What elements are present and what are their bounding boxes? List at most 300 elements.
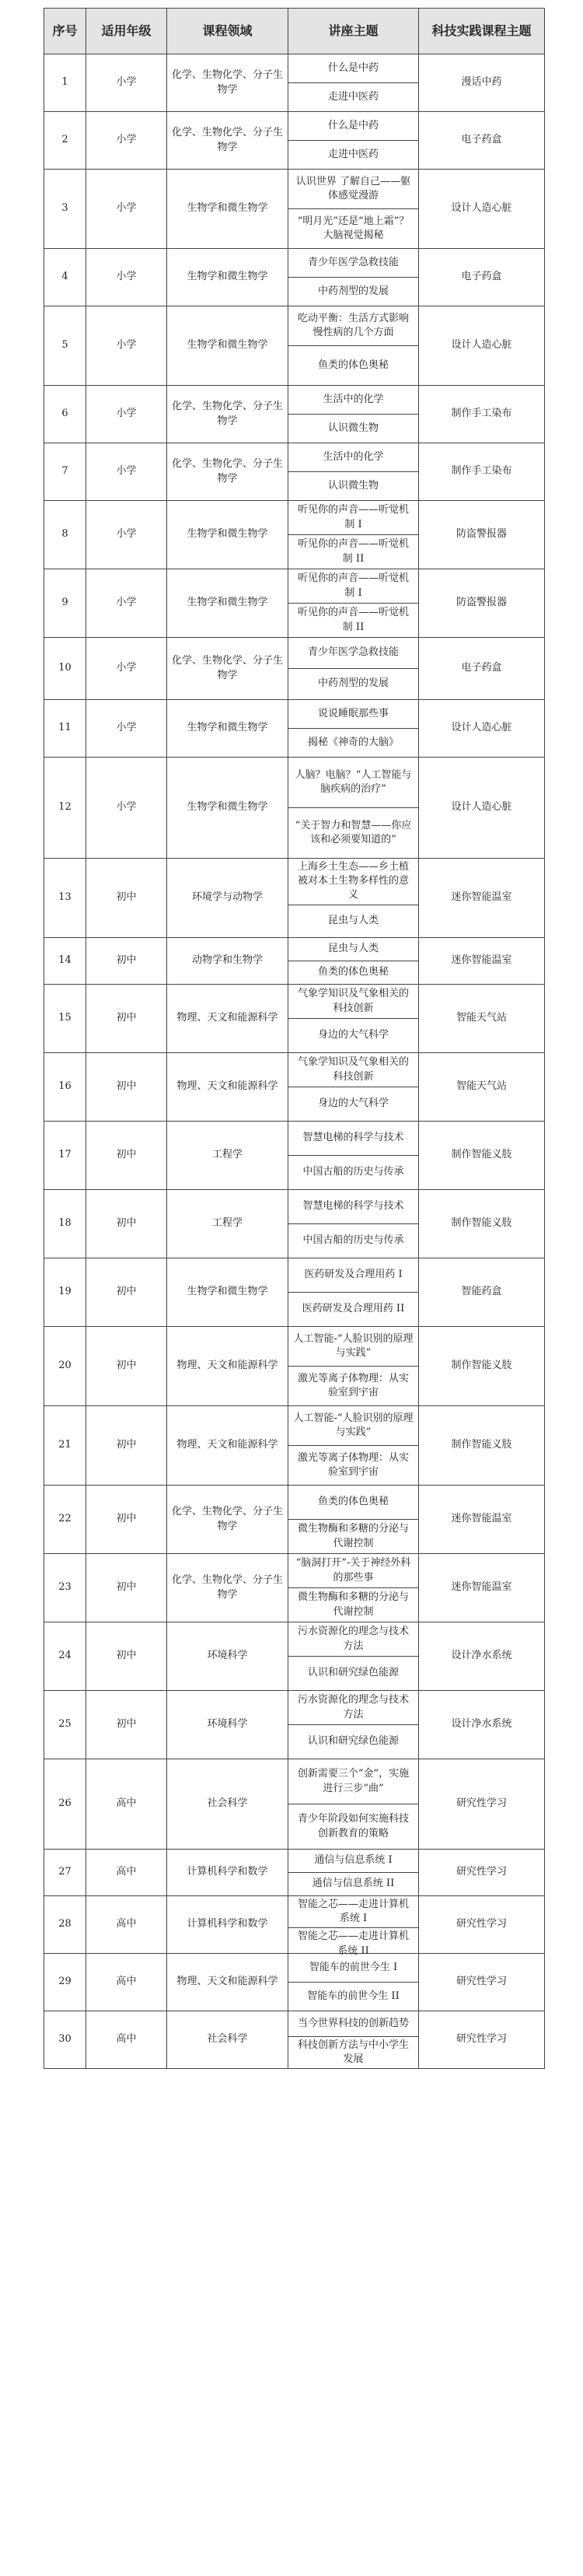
- cell-grade: 小学: [86, 112, 167, 170]
- table-row: [44, 938, 545, 985]
- cell-field: 化学、生物化学、分子生物学: [167, 443, 288, 501]
- cell-topic: 研究性学习: [419, 1850, 545, 1896]
- cell-no: 29: [44, 1954, 86, 2011]
- header-no: 序号: [44, 9, 86, 54]
- cell-lectures: [288, 859, 419, 938]
- table-row: [44, 1554, 545, 1622]
- cell-grade: 初中: [86, 1406, 167, 1486]
- lecture-title: 气象学知识及气象相关的科技创新: [297, 1056, 409, 1083]
- lecture-item: [288, 1954, 418, 1982]
- cell-topic: 制作智能义肢: [419, 1327, 545, 1406]
- table-row: [44, 1759, 545, 1850]
- lecture-item: [288, 249, 418, 277]
- cell-lectures: [288, 249, 419, 306]
- cell-topic: 迷你智能温室: [419, 1486, 545, 1554]
- cell-no: 9: [44, 569, 86, 638]
- cell-grade: 初中: [86, 938, 167, 985]
- cell-grade: 高中: [86, 1954, 167, 2011]
- cell-topic: 设计人造心脏: [419, 700, 545, 758]
- lecture-title: 昆虫与人类: [327, 943, 379, 955]
- cell-grade: 初中: [86, 1486, 167, 1554]
- cell-grade: 初中: [86, 859, 167, 938]
- lecture-item: [288, 1622, 418, 1656]
- cell-lectures: [288, 54, 419, 112]
- cell-grade: 小学: [86, 569, 167, 638]
- lecture-item: [288, 1486, 418, 1519]
- lecture-item: [288, 1724, 418, 1759]
- lecture-item: [288, 1406, 418, 1445]
- cell-lectures: [288, 638, 419, 700]
- cell-grade: 高中: [86, 1896, 167, 1954]
- cell-lectures: [288, 386, 419, 443]
- cell-lectures: [288, 1850, 419, 1896]
- lecture-item: [288, 82, 418, 111]
- cell-no: 4: [44, 249, 86, 306]
- lecture-title: 什么是中药: [327, 119, 379, 131]
- lecture-item: [288, 345, 418, 385]
- cell-topic: 设计人造心脏: [419, 306, 545, 386]
- cell-no: 3: [44, 170, 86, 249]
- lecture-title: 医药研发及合理用药 I: [304, 1269, 403, 1281]
- lecture-title: 污水资源化的理念与技术方法: [297, 1694, 409, 1720]
- lecture-item: [288, 1982, 418, 2011]
- cell-field: 物理、天文和能源科学: [167, 985, 288, 1053]
- lecture-title: 认识和研究绿色能源: [307, 1667, 399, 1679]
- cell-no: 11: [44, 700, 86, 758]
- table-row: [44, 758, 545, 859]
- cell-topic: 智能天气站: [419, 985, 545, 1053]
- cell-grade: 小学: [86, 306, 167, 386]
- lecture-item: [288, 1587, 418, 1622]
- lecture-item: [288, 208, 418, 248]
- cell-grade: 小学: [86, 170, 167, 249]
- cell-grade: 小学: [86, 54, 167, 112]
- lecture-item: [288, 638, 418, 668]
- table-row: [44, 1850, 545, 1896]
- lecture-title: 人工智能-“人脸识别的原理与实践”: [293, 1332, 414, 1359]
- cell-lectures: [288, 1554, 419, 1622]
- cell-no: 16: [44, 1053, 86, 1122]
- cell-no: 20: [44, 1327, 86, 1406]
- cell-field: 生物学和微生物学: [167, 306, 288, 386]
- cell-grade: 初中: [86, 1190, 167, 1258]
- lecture-item: [288, 1053, 418, 1087]
- cell-lectures: [288, 1691, 419, 1759]
- cell-topic: 制作智能义肢: [419, 1122, 545, 1190]
- cell-lectures: [288, 1406, 419, 1486]
- cell-field: 化学、生物化学、分子生物学: [167, 638, 288, 700]
- lecture-title: 智能之芯——走进计算机系统 I: [297, 1899, 409, 1925]
- lecture-item: [288, 1850, 418, 1872]
- cell-field: 动物学和生物学: [167, 938, 288, 985]
- table-row: [44, 1691, 545, 1759]
- cell-no: 24: [44, 1622, 86, 1691]
- cell-topic: 制作手工染布: [419, 386, 545, 443]
- lecture-title: 中国古船的历史与传承: [302, 1166, 404, 1178]
- table-row: [44, 1122, 545, 1190]
- cell-field: 工程学: [167, 1190, 288, 1258]
- cell-lectures: [288, 1327, 419, 1406]
- table-row: [44, 569, 545, 638]
- cell-topic: 制作手工染布: [419, 443, 545, 501]
- table-row: [44, 1486, 545, 1554]
- cell-field: 物理、天文和能源科学: [167, 1406, 288, 1486]
- cell-topic: 研究性学习: [419, 1759, 545, 1850]
- header-row: [44, 9, 545, 54]
- cell-no: 6: [44, 386, 86, 443]
- lecture-item: [288, 985, 418, 1018]
- lecture-title: 中国古船的历史与传承: [302, 1234, 404, 1247]
- cell-field: 化学、生物化学、分子生物学: [167, 112, 288, 170]
- lecture-title: 鱼类的体色奥秘: [317, 1496, 389, 1508]
- cell-field: 生物学和微生物学: [167, 569, 288, 638]
- lecture-item: [288, 905, 418, 937]
- cell-grade: 小学: [86, 501, 167, 569]
- cell-lectures: [288, 306, 419, 386]
- lecture-item: [288, 414, 418, 443]
- cell-lectures: [288, 985, 419, 1053]
- lecture-item: [288, 938, 418, 961]
- cell-grade: 初中: [86, 1122, 167, 1190]
- lecture-title: 中药剂型的发展: [317, 285, 389, 297]
- lecture-item: [288, 112, 418, 140]
- cell-no: 7: [44, 443, 86, 501]
- lecture-item: [288, 170, 418, 208]
- lecture-item: [288, 1190, 418, 1223]
- table-row: [44, 54, 545, 112]
- cell-no: 13: [44, 859, 86, 938]
- cell-field: 生物学和微生物学: [167, 1258, 288, 1327]
- cell-field: 生物学和微生物学: [167, 700, 288, 758]
- lecture-title: 生活中的化学: [323, 393, 384, 405]
- lecture-title: 创新需要三个“金”，实施进行三步“曲”: [297, 1768, 410, 1794]
- cell-field: 计算机科学和数学: [167, 1896, 288, 1954]
- lecture-title: 智能之芯——走进计算机系统 II: [297, 1930, 409, 1957]
- lecture-title: 什么是中药: [327, 61, 379, 74]
- table-row: [44, 638, 545, 700]
- lecture-item: [288, 1656, 418, 1690]
- lecture-title: 鱼类的体色奥秘: [317, 359, 389, 371]
- cell-no: 26: [44, 1759, 86, 1850]
- cell-topic: 智能天气站: [419, 1053, 545, 1122]
- cell-no: 30: [44, 2011, 86, 2069]
- cell-topic: 设计人造心脏: [419, 758, 545, 859]
- cell-topic: 迷你智能温室: [419, 938, 545, 985]
- lecture-item: [288, 1554, 418, 1587]
- cell-no: 8: [44, 501, 86, 569]
- lecture-title: 气象学知识及气象相关的科技创新: [297, 988, 409, 1014]
- cell-topic: 智能药盒: [419, 1258, 545, 1327]
- lecture-item: [288, 603, 418, 637]
- cell-grade: 初中: [86, 1053, 167, 1122]
- table-row: [44, 1406, 545, 1486]
- table-row: [44, 859, 545, 938]
- lecture-title: “明月光”还是“地上霜”？大脑视觉揭秘: [297, 215, 410, 241]
- cell-topic: 制作智能义肢: [419, 1190, 545, 1258]
- cell-topic: 设计净水系统: [419, 1622, 545, 1691]
- cell-topic: 防盗警报器: [419, 569, 545, 638]
- cell-grade: 初中: [86, 985, 167, 1053]
- cell-topic: 电子药盒: [419, 249, 545, 306]
- cell-grade: 小学: [86, 386, 167, 443]
- lecture-title: 吃动平衡：生活方式影响慢性病的几个方面: [297, 312, 409, 338]
- cell-field: 社会科学: [167, 1759, 288, 1850]
- lecture-title: 青少年阶段如何实施科技创新教育的策略: [297, 1813, 409, 1839]
- table-body: [44, 54, 545, 2069]
- lecture-title: 科技创新方法与中小学生发展: [297, 2039, 409, 2065]
- cell-topic: 设计净水系统: [419, 1691, 545, 1759]
- lecture-item: [288, 1804, 418, 1849]
- cell-lectures: [288, 1122, 419, 1190]
- lecture-title: 激光等离子体物理：从实验室到宇宙: [297, 1451, 409, 1478]
- lecture-title: 认识世界 了解自己——躯体感觉漫游: [295, 175, 411, 201]
- cell-no: 23: [44, 1554, 86, 1622]
- header-topic: 科技实践课程主题: [419, 9, 545, 54]
- lecture-item: [288, 859, 418, 905]
- lecture-title: 认识微生物: [327, 422, 379, 434]
- cell-field: 计算机科学和数学: [167, 1850, 288, 1896]
- lecture-title: 走进中医药: [327, 148, 379, 160]
- cell-lectures: [288, 1954, 419, 2011]
- lecture-item: [288, 700, 418, 728]
- cell-field: 生物学和微生物学: [167, 758, 288, 859]
- cell-field: 环境学与动物学: [167, 859, 288, 938]
- cell-field: 生物学和微生物学: [167, 249, 288, 306]
- cell-lectures: [288, 1258, 419, 1327]
- cell-no: 25: [44, 1691, 86, 1759]
- lecture-title: “关于智力和智慧——你应该和必须要知道的”: [295, 819, 412, 845]
- table-row: [44, 985, 545, 1053]
- cell-grade: 初中: [86, 1554, 167, 1622]
- cell-no: 17: [44, 1122, 86, 1190]
- lecture-title: 通信与信息系统 II: [312, 1878, 395, 1890]
- cell-no: 10: [44, 638, 86, 700]
- cell-topic: 防盗警报器: [419, 501, 545, 569]
- cell-no: 27: [44, 1850, 86, 1896]
- lecture-item: [288, 1759, 418, 1804]
- cell-lectures: [288, 758, 419, 859]
- cell-field: 生物学和微生物学: [167, 170, 288, 249]
- table-row: [44, 443, 545, 501]
- course-table: [44, 8, 545, 2069]
- cell-topic: 电子药盒: [419, 638, 545, 700]
- cell-lectures: [288, 1622, 419, 1691]
- table-row: [44, 1190, 545, 1258]
- cell-grade: 初中: [86, 1327, 167, 1406]
- lecture-title: 生活中的化学: [323, 450, 384, 463]
- table-row: [44, 306, 545, 386]
- header-field: 课程领域: [167, 9, 288, 54]
- cell-lectures: [288, 700, 419, 758]
- lecture-item: [288, 1292, 418, 1326]
- lecture-item: [288, 471, 418, 500]
- cell-topic: 研究性学习: [419, 2011, 545, 2069]
- cell-grade: 初中: [86, 1258, 167, 1327]
- lecture-item: [288, 1087, 418, 1121]
- lecture-title: 人脑？电脑？“人工智能与脑疾病的治疗”: [295, 768, 412, 795]
- lecture-title: 微生物酶和多糖的分泌与代谢控制: [297, 1591, 409, 1618]
- lecture-item: [288, 569, 418, 603]
- header-grade: 适用年级: [86, 9, 167, 54]
- lecture-item: [288, 277, 418, 306]
- cell-lectures: [288, 170, 419, 249]
- cell-grade: 小学: [86, 638, 167, 700]
- cell-field: 环境科学: [167, 1691, 288, 1759]
- lecture-title: 说说睡眠那些事: [317, 707, 389, 719]
- lecture-item: [288, 306, 418, 345]
- cell-lectures: [288, 1053, 419, 1122]
- cell-grade: 小学: [86, 758, 167, 859]
- lecture-title: 听见你的声音——听觉机制 II: [297, 607, 409, 633]
- cell-no: 18: [44, 1190, 86, 1258]
- lecture-title: 身边的大气科学: [317, 1029, 389, 1041]
- lecture-title: 人工智能-“人脸识别的原理与实践”: [293, 1412, 414, 1438]
- cell-lectures: [288, 2011, 419, 2069]
- cell-no: 12: [44, 758, 86, 859]
- lecture-item: [288, 807, 418, 858]
- cell-topic: 制作智能义肢: [419, 1406, 545, 1486]
- lecture-title: 认识和研究绿色能源: [307, 1735, 399, 1748]
- cell-field: 化学、生物化学、分子生物学: [167, 386, 288, 443]
- cell-lectures: [288, 938, 419, 985]
- cell-lectures: [288, 443, 419, 501]
- cell-no: 5: [44, 306, 86, 386]
- cell-grade: 高中: [86, 1850, 167, 1896]
- lecture-item: [288, 2011, 418, 2036]
- lecture-item: [288, 668, 418, 699]
- lecture-title: 青少年医学急救技能: [307, 256, 399, 268]
- lecture-item: [288, 1122, 418, 1155]
- lecture-item: [288, 1155, 418, 1189]
- cell-lectures: [288, 1190, 419, 1258]
- lecture-item: [288, 1519, 418, 1553]
- cell-field: 化学、生物化学、分子生物学: [167, 1554, 288, 1622]
- cell-lectures: [288, 501, 419, 569]
- lecture-title: 听见你的声音——听觉机制 I: [297, 504, 409, 530]
- table-row: [44, 1327, 545, 1406]
- cell-field: 工程学: [167, 1122, 288, 1190]
- table-row: [44, 501, 545, 569]
- lecture-item: [288, 1223, 418, 1258]
- cell-topic: 迷你智能温室: [419, 859, 545, 938]
- lecture-title: 上海乡土生态——乡土植被对本土生物多样性的意义: [297, 861, 409, 901]
- cell-lectures: [288, 112, 419, 170]
- cell-grade: 初中: [86, 1691, 167, 1759]
- table-row: [44, 1896, 545, 1954]
- table-row: [44, 1954, 545, 2011]
- cell-topic: 漫话中药: [419, 54, 545, 112]
- lecture-item: [288, 140, 418, 169]
- lecture-item: [288, 54, 418, 82]
- lecture-item: [288, 1018, 418, 1052]
- cell-no: 28: [44, 1896, 86, 1954]
- table-row: [44, 1258, 545, 1327]
- cell-field: 物理、天文和能源科学: [167, 1053, 288, 1122]
- table-row: [44, 2011, 545, 2069]
- lecture-title: 认识微生物: [327, 479, 379, 492]
- table-row: [44, 1053, 545, 1122]
- header-lecture: 讲座主题: [288, 9, 419, 54]
- cell-topic: 研究性学习: [419, 1954, 545, 2011]
- table-row: [44, 170, 545, 249]
- table-row: [44, 700, 545, 758]
- lecture-item: [288, 1327, 418, 1366]
- lecture-item: [288, 1445, 418, 1485]
- cell-field: 社会科学: [167, 2011, 288, 2069]
- lecture-title: 昆虫与人类: [327, 915, 379, 927]
- cell-field: 化学、生物化学、分子生物学: [167, 1486, 288, 1554]
- cell-topic: 设计人造心脏: [419, 170, 545, 249]
- lecture-item: [288, 1896, 418, 1927]
- lecture-title: 听见你的声音——听觉机制 I: [297, 572, 409, 599]
- lecture-item: [288, 443, 418, 471]
- lecture-item: [288, 534, 418, 569]
- lecture-title: 青少年医学急救技能: [307, 646, 399, 659]
- lecture-title: 听见你的声音——听觉机制 II: [297, 538, 409, 565]
- cell-lectures: [288, 569, 419, 638]
- cell-topic: 电子药盒: [419, 112, 545, 170]
- cell-no: 19: [44, 1258, 86, 1327]
- cell-field: 物理、天文和能源科学: [167, 1954, 288, 2011]
- cell-grade: 初中: [86, 1622, 167, 1691]
- lecture-item: [288, 1366, 418, 1405]
- table-row: [44, 1622, 545, 1691]
- table-row: [44, 112, 545, 170]
- lecture-item: [288, 386, 418, 414]
- cell-no: 22: [44, 1486, 86, 1554]
- lecture-title: 智慧电梯的科学与技术: [302, 1200, 404, 1213]
- lecture-title: 激光等离子体物理：从实验室到宇宙: [297, 1372, 409, 1398]
- cell-grade: 小学: [86, 249, 167, 306]
- lecture-title: 当今世界科技的创新趋势: [297, 2017, 409, 2029]
- cell-lectures: [288, 1896, 419, 1957]
- lecture-title: 污水资源化的理念与技术方法: [297, 1626, 409, 1652]
- lecture-title: 走进中医药: [327, 90, 379, 103]
- cell-lectures: [288, 1486, 419, 1554]
- cell-topic: 研究性学习: [419, 1896, 545, 1954]
- cell-grade: 高中: [86, 2011, 167, 2069]
- cell-no: 1: [44, 54, 86, 112]
- lecture-item: [288, 1872, 418, 1895]
- lecture-title: 身边的大气科学: [317, 1097, 389, 1110]
- cell-field: 环境科学: [167, 1622, 288, 1691]
- lecture-title: “脑洞打开”-关于神经外科的那些事: [295, 1557, 411, 1584]
- lecture-title: 智能车的前世今生 I: [309, 1961, 398, 1973]
- cell-field: 生物学和微生物学: [167, 501, 288, 569]
- lecture-item: [288, 961, 418, 984]
- lecture-item: [288, 1258, 418, 1292]
- cell-no: 21: [44, 1406, 86, 1486]
- cell-field: 化学、生物化学、分子生物学: [167, 54, 288, 112]
- lecture-title: 揭秘《神奇的大脑》: [307, 736, 399, 748]
- lecture-title: 智慧电梯的科学与技术: [302, 1132, 404, 1144]
- cell-no: 2: [44, 112, 86, 170]
- lecture-title: 智能车的前世今生 II: [307, 1990, 400, 2002]
- cell-grade: 小学: [86, 443, 167, 501]
- lecture-title: 医药研发及合理用药 II: [302, 1303, 405, 1315]
- lecture-title: 中药剂型的发展: [317, 677, 389, 690]
- lecture-title: 通信与信息系统 I: [314, 1854, 393, 1867]
- lecture-item: [288, 1691, 418, 1724]
- cell-lectures: [288, 1759, 419, 1850]
- cell-grade: 小学: [86, 700, 167, 758]
- cell-topic: 迷你智能温室: [419, 1554, 545, 1622]
- cell-field: 物理、天文和能源科学: [167, 1327, 288, 1406]
- lecture-item: [288, 501, 418, 534]
- cell-no: 15: [44, 985, 86, 1053]
- cell-no: 14: [44, 938, 86, 985]
- table-row: [44, 386, 545, 443]
